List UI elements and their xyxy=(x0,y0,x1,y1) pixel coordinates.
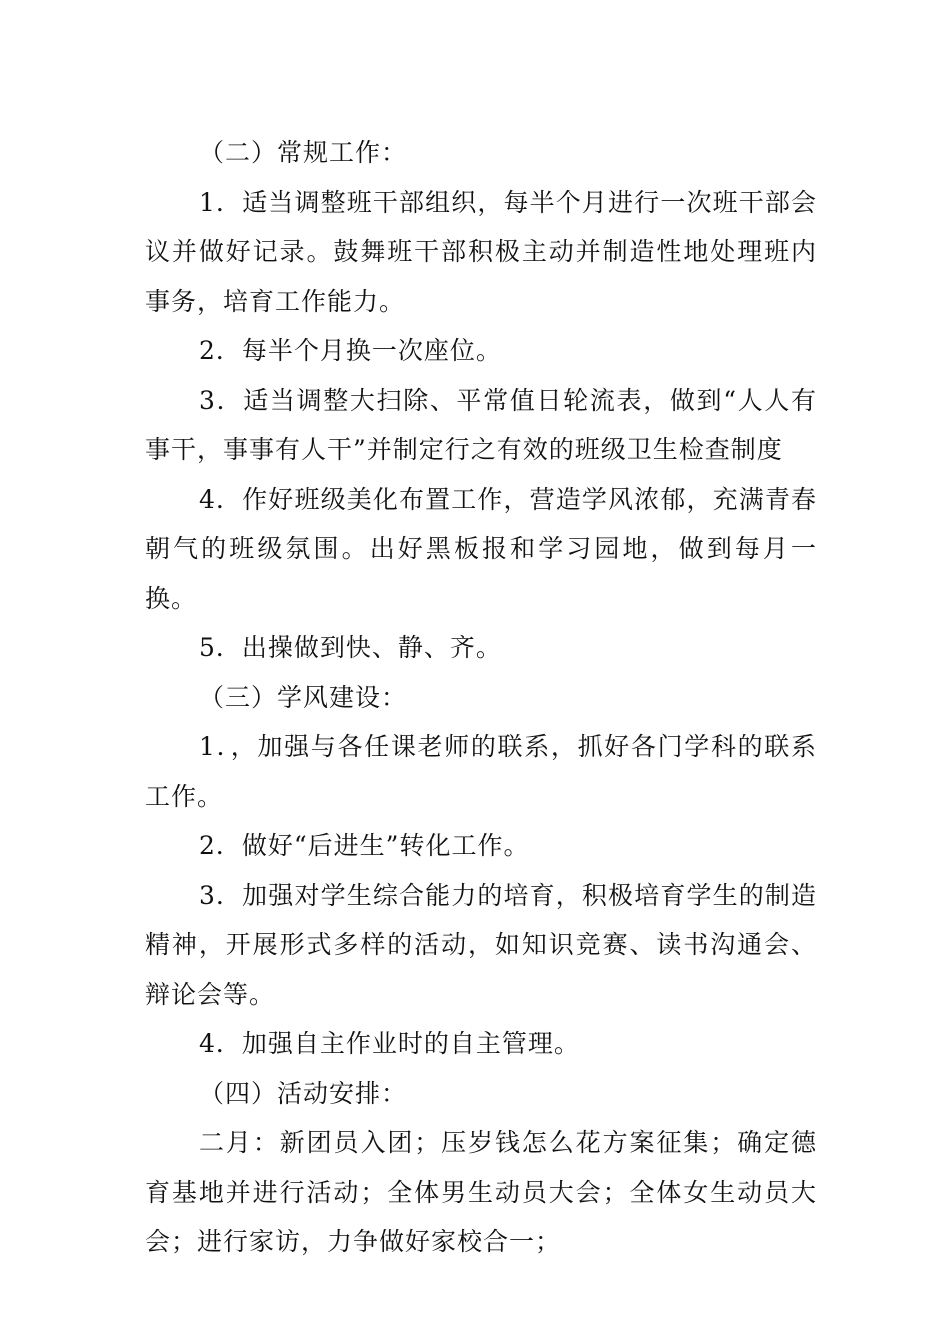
list-item-study-3: 3．加强对学生综合能力的培育，积极培育学生的制造精神，开展形式多样的活动，如知识竞赛、读书沟通会、辩论会等。 xyxy=(145,880,817,1009)
list-item-routine-3: 3．适当调整大扫除、平常值日轮流表，做到“人人有事干，事事有人干”并制定行之有效的班级卫生检查制度 xyxy=(145,385,817,464)
section-heading-routine-work: （二）常规工作： xyxy=(199,138,408,167)
section-heading-study-style: （三）学风建设： xyxy=(199,682,408,712)
list-item-routine-2: 2．每半个月换一次座位。 xyxy=(199,336,502,365)
document-body xyxy=(145,128,817,1267)
list-item-routine-5: 5．出操做到快、静、齐。 xyxy=(199,633,502,662)
list-item-routine-4: 4．作好班级美化布置工作，营造学风浓郁，充满青春朝气的班级氛围。出好黑板报和学习园地，做到每月一换。 xyxy=(145,484,817,613)
list-item-routine-1: 1．适当调整班干部组织，每半个月进行一次班干部会议并做好记录。鼓舞班干部积极主动并制造性地处理班内事务，培育工作能力。 xyxy=(145,187,817,316)
list-item-study-1: 1．，加强与各任课老师的联系，抓好各门学科的联系工作。 xyxy=(145,732,817,811)
list-item-study-4: 4．加强自主作业时的自主管理。 xyxy=(199,1029,580,1058)
section-heading-activities: （四）活动安排： xyxy=(199,1078,408,1108)
list-item-study-2: 2．做好“后进生”转化工作。 xyxy=(199,831,530,860)
list-item-activity-february: 二月：新团员入团；压岁钱怎么花方案征集；确定德育基地并进行活动；全体男生动员大会；全体女生动员大会；进行家访，力争做好家校合一； xyxy=(145,1128,817,1256)
